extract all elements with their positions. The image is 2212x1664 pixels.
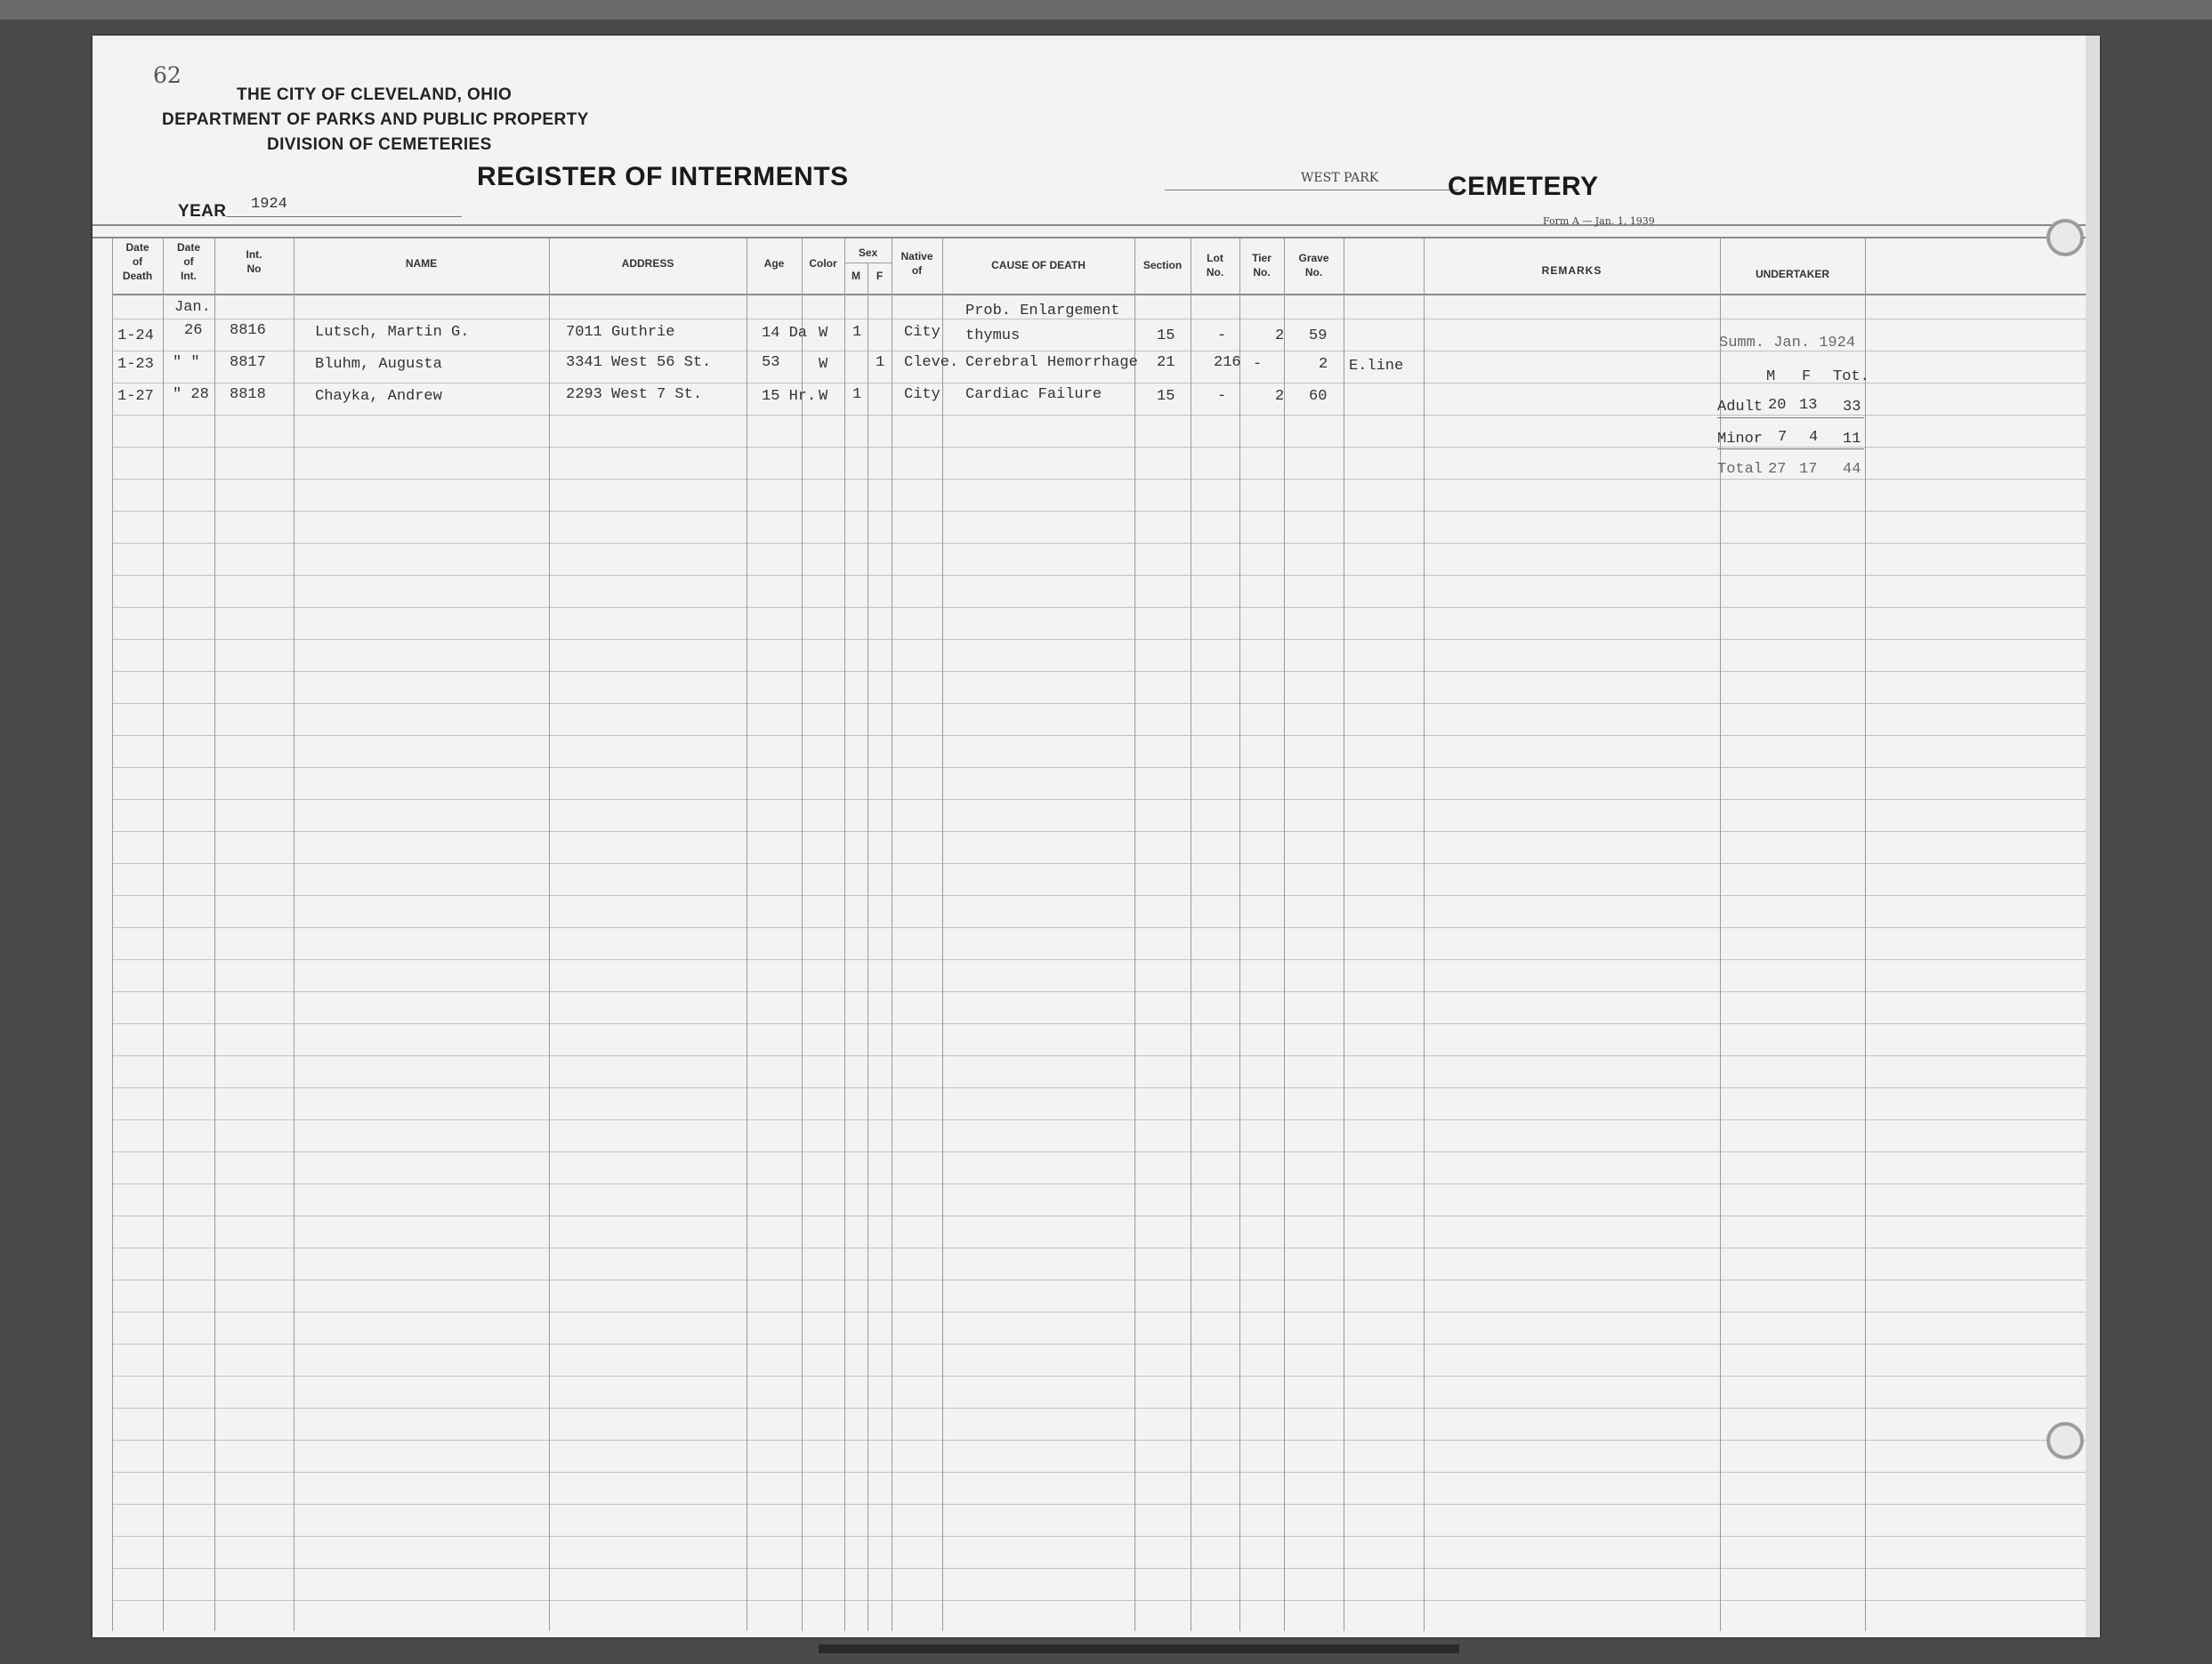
summary-minor-label: Minor: [1717, 431, 1764, 448]
ruled-line: [112, 383, 2086, 384]
cause-of-death: Cardiac Failure: [965, 386, 1102, 403]
col-line: [163, 238, 164, 1631]
name: Lutsch, Martin G.: [315, 324, 470, 341]
header-remarks: REMARKS: [1541, 264, 1602, 277]
age: 14 Da: [762, 325, 808, 342]
summary-adult-tot: 33: [1843, 399, 1861, 416]
header-name: NAME: [405, 257, 438, 270]
header-tier-no: Tier No.: [1252, 252, 1271, 279]
summary-underline: [1717, 417, 1864, 418]
ruled-line: [112, 927, 2086, 928]
remarks: E.line: [1349, 358, 1404, 375]
col-line: [294, 238, 295, 1631]
department-heading: DEPARTMENT OF PARKS AND PUBLIC PROPERTY: [162, 110, 589, 129]
ruled-line: [112, 799, 2086, 800]
ruled-line: [93, 237, 2086, 238]
ruled-line: [112, 959, 2086, 960]
native-of: City: [904, 324, 941, 341]
ruled-line: [112, 671, 2086, 672]
summary-total-f: 17: [1799, 461, 1818, 478]
section: 15: [1157, 388, 1175, 405]
header-sex-f: F: [876, 270, 884, 282]
section: 15: [1157, 327, 1175, 344]
year-fill-line: [226, 216, 462, 217]
col-line: [1284, 238, 1285, 1631]
page-number: 62: [153, 62, 182, 88]
form-note: Form A — Jan. 1, 1939: [1543, 215, 1655, 227]
section: 21: [1157, 354, 1175, 371]
int-no: 8818: [230, 386, 266, 403]
summary-header-m: M: [1766, 368, 1776, 385]
ruled-line: [112, 1023, 2086, 1024]
ruled-line: [93, 224, 2086, 226]
ruled-line: [112, 639, 2086, 640]
summary-adult-f: 13: [1799, 397, 1818, 414]
ruled-line: [112, 1504, 2086, 1505]
ruled-line: [112, 735, 2086, 736]
col-line: [1865, 238, 1866, 1631]
ruled-line: [112, 1536, 2086, 1537]
header-sex: Sex: [858, 246, 878, 259]
register-page: [93, 36, 2100, 1637]
ruled-line: [112, 1055, 2086, 1056]
int-no: 8817: [230, 354, 266, 371]
ruled-line: [112, 1344, 2086, 1345]
summary-header-tot: Tot.: [1833, 368, 1869, 385]
grave-no: 59: [1309, 327, 1328, 344]
summary-minor-tot: 11: [1843, 431, 1861, 448]
summary-minor-m: 7: [1778, 429, 1788, 446]
ruled-line: [112, 863, 2086, 864]
header-undertaker: UNDERTAKER: [1755, 268, 1830, 280]
header-grave-no: Grave No.: [1298, 252, 1329, 279]
cause-of-death-line1: Prob. Enlargement: [965, 303, 1120, 319]
col-line: [802, 238, 803, 1631]
binder-ring-bottom: [2047, 1422, 2084, 1459]
ruled-line: [112, 1568, 2086, 1569]
tier-no: 2: [1275, 388, 1285, 405]
summary-total-label: Total: [1717, 461, 1764, 478]
ruled-line: [112, 1087, 2086, 1088]
ruled-line: [112, 767, 2086, 768]
cemetery-label: CEMETERY: [1448, 172, 1599, 201]
date-of-int: 26: [184, 322, 203, 339]
header-date-of-int: Date of Int.: [176, 241, 200, 282]
summary-title: Summ. Jan. 1924: [1719, 335, 1856, 351]
grave-no: 60: [1309, 388, 1328, 405]
ruled-line: [112, 895, 2086, 896]
ruled-line: [112, 1119, 2086, 1120]
ruled-line: [112, 607, 2086, 608]
lot-no: -: [1217, 327, 1227, 344]
ruled-line: [112, 543, 2086, 544]
native-of: City: [904, 386, 941, 403]
sex-m: 1: [852, 386, 862, 403]
scanner-bottom-edge: [819, 1644, 1459, 1653]
ruled-line: [112, 415, 2086, 416]
col-line: [844, 238, 845, 1631]
col-line: [942, 238, 943, 1631]
summary-underline: [1717, 448, 1864, 449]
native-of: Cleve.: [904, 354, 959, 371]
summary-adult-label: Adult: [1717, 399, 1764, 416]
name: Bluhm, Augusta: [315, 356, 442, 373]
ruled-line: [112, 1408, 2086, 1409]
address: 7011 Guthrie: [566, 324, 675, 341]
header-sex-m: M: [852, 270, 860, 282]
header-lot-no: Lot No.: [1206, 252, 1224, 279]
header-native-of: Native of: [900, 250, 933, 277]
date-of-death: 1-27: [117, 388, 154, 405]
col-line: [214, 238, 215, 1631]
color: W: [819, 388, 828, 405]
cause-of-death: Cerebral Hemorrhage: [965, 354, 1138, 371]
header-cause-of-death: CAUSE OF DEATH: [991, 259, 1086, 271]
age: 53: [762, 354, 780, 371]
ruled-line: [112, 1151, 2086, 1152]
ruled-line: [112, 1600, 2086, 1601]
ruled-line: [112, 991, 2086, 992]
address: 2293 West 7 St.: [566, 386, 703, 403]
date-of-int: " ": [173, 354, 200, 371]
lot-no: -: [1217, 388, 1227, 405]
date-of-death: 1-23: [117, 356, 154, 373]
col-line: [1239, 238, 1240, 1631]
cause-of-death: thymus: [965, 327, 1021, 344]
ruled-line: [112, 479, 2086, 480]
sex-f: 1: [876, 354, 885, 371]
ruled-line: [112, 294, 2086, 295]
division-heading: DIVISION OF CEMETERIES: [267, 135, 492, 154]
summary-total-m: 27: [1768, 461, 1787, 478]
sex-m: 1: [852, 324, 862, 341]
ruled-line: [112, 1376, 2086, 1377]
ruled-line: [112, 1312, 2086, 1313]
col-line: [1424, 238, 1425, 1631]
ruled-line: [112, 511, 2086, 512]
header-color: Color: [809, 257, 837, 270]
summary-header-f: F: [1802, 368, 1812, 385]
ruled-line: [112, 1183, 2086, 1184]
int-no: 8816: [230, 322, 266, 339]
lot-no: 216: [1214, 354, 1241, 371]
tier-no: -: [1253, 356, 1263, 373]
name: Chayka, Andrew: [315, 388, 442, 405]
summary-minor-f: 4: [1809, 429, 1819, 446]
col-line: [549, 238, 550, 1631]
cemetery-name: WEST PARK: [1301, 171, 1379, 185]
header-address: ADDRESS: [621, 257, 674, 270]
col-line: [112, 238, 113, 1631]
date-of-int: " 28: [173, 386, 209, 403]
city-heading: THE CITY OF CLEVELAND, OHIO: [237, 85, 513, 104]
month-label: Jan.: [174, 299, 211, 316]
ruled-line: [112, 831, 2086, 832]
date-of-death: 1-24: [117, 327, 154, 344]
ruled-line: [112, 703, 2086, 704]
header-int-no: Int. No: [246, 248, 262, 275]
ruled-line: [112, 575, 2086, 576]
header-section: Section: [1142, 259, 1183, 271]
year-label: YEAR: [178, 202, 227, 221]
ruled-line: [112, 1472, 2086, 1473]
color: W: [819, 325, 828, 342]
summary-total-tot: 44: [1843, 461, 1861, 478]
year-value: 1924: [251, 196, 287, 213]
age: 15 Hr.: [762, 388, 817, 405]
ruled-line: [112, 1440, 2086, 1441]
tier-no: 2: [1275, 327, 1285, 344]
ruled-line: [112, 447, 2086, 448]
grave-no: 2: [1319, 356, 1328, 373]
header-date-of-death: Date of Death: [122, 241, 153, 282]
scanner-edge: [0, 0, 2212, 20]
header-age: Age: [763, 257, 785, 270]
register-title: REGISTER OF INTERMENTS: [477, 162, 849, 191]
summary-adult-m: 20: [1768, 397, 1787, 414]
binder-ring-top: [2047, 219, 2084, 256]
col-line: [1134, 238, 1135, 1631]
color: W: [819, 356, 828, 373]
address: 3341 West 56 St.: [566, 354, 712, 371]
